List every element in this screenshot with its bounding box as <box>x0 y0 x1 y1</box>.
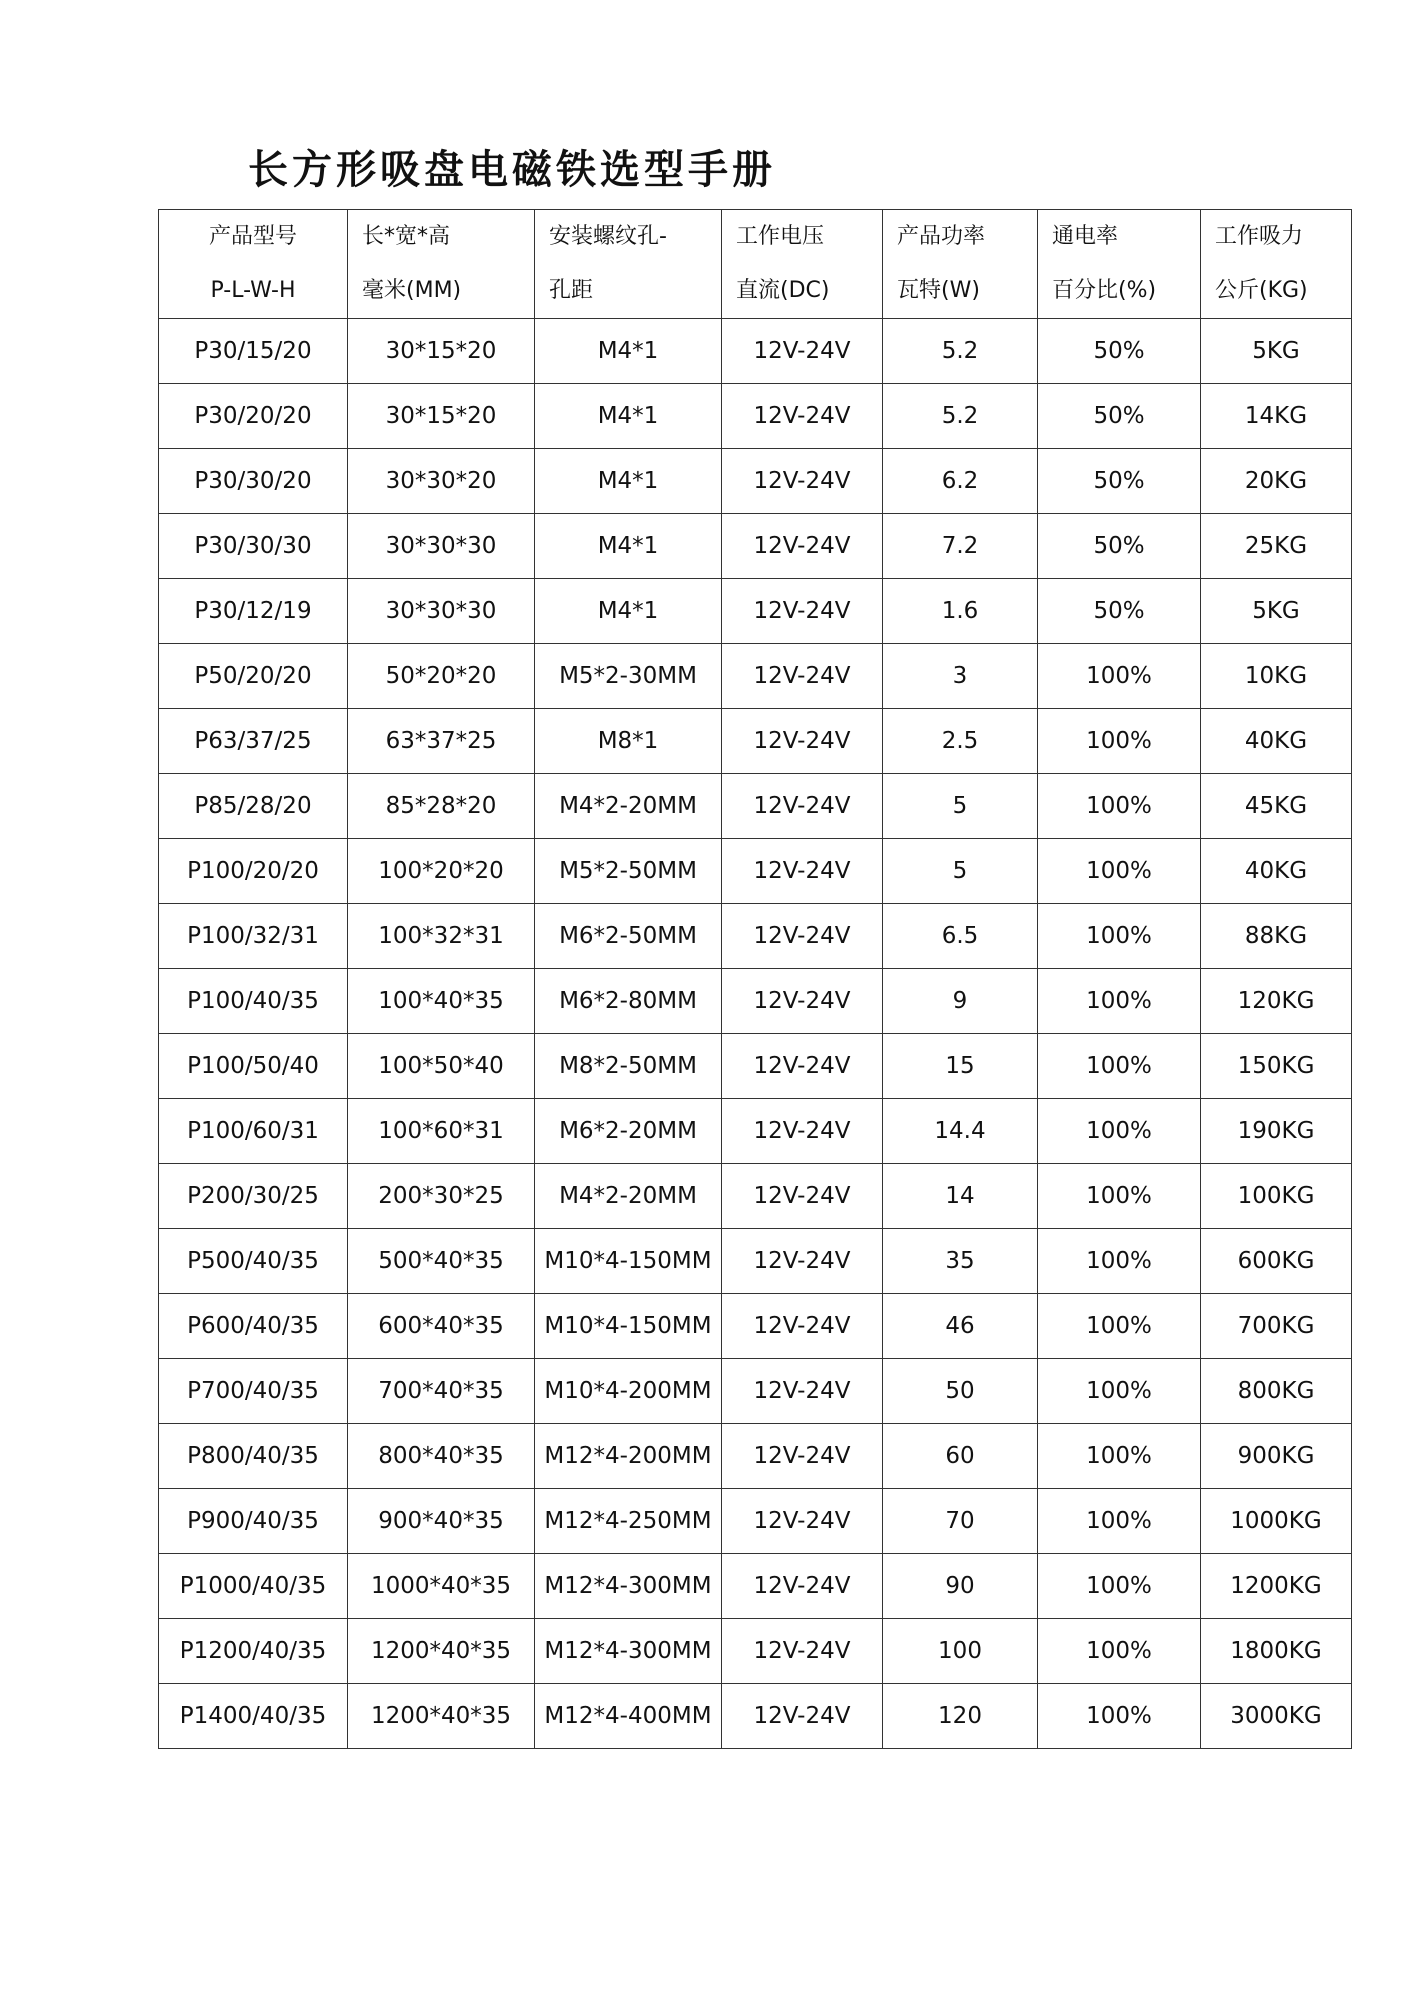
table-row <box>159 1229 1352 1294</box>
cell-holding-force: 120KG <box>1201 969 1352 1034</box>
cell-mounting-thread: M12*4-400MM <box>535 1684 722 1749</box>
spec-table <box>158 209 1352 1749</box>
cell-model: P900/40/35 <box>159 1489 348 1554</box>
cell-duty-cycle: 100% <box>1038 1554 1201 1619</box>
cell-model: P500/40/35 <box>159 1229 348 1294</box>
cell-power: 6.5 <box>883 904 1038 969</box>
cell-voltage: 12V-24V <box>722 1489 883 1554</box>
cell-mounting-thread: M5*2-50MM <box>535 839 722 904</box>
cell-voltage: 12V-24V <box>722 1424 883 1489</box>
cell-power: 15 <box>883 1034 1038 1099</box>
header-duty-cycle: 通电率 百分比(%) <box>1038 210 1201 319</box>
cell-duty-cycle: 100% <box>1038 1229 1201 1294</box>
cell-voltage: 12V-24V <box>722 1294 883 1359</box>
cell-holding-force: 14KG <box>1201 384 1352 449</box>
cell-holding-force: 900KG <box>1201 1424 1352 1489</box>
cell-model: P100/40/35 <box>159 969 348 1034</box>
cell-duty-cycle: 100% <box>1038 1489 1201 1554</box>
cell-voltage: 12V-24V <box>722 319 883 384</box>
cell-mounting-thread: M4*1 <box>535 579 722 644</box>
cell-duty-cycle: 100% <box>1038 1294 1201 1359</box>
table-row <box>159 1359 1352 1424</box>
cell-duty-cycle: 100% <box>1038 1359 1201 1424</box>
cell-holding-force: 190KG <box>1201 1099 1352 1164</box>
cell-duty-cycle: 100% <box>1038 644 1201 709</box>
cell-power: 100 <box>883 1619 1038 1684</box>
cell-dimensions: 50*20*20 <box>348 644 535 709</box>
cell-dimensions: 30*30*30 <box>348 514 535 579</box>
cell-duty-cycle: 100% <box>1038 1619 1201 1684</box>
cell-voltage: 12V-24V <box>722 384 883 449</box>
cell-holding-force: 800KG <box>1201 1359 1352 1424</box>
cell-power: 7.2 <box>883 514 1038 579</box>
cell-power: 6.2 <box>883 449 1038 514</box>
table-row <box>159 644 1352 709</box>
cell-duty-cycle: 100% <box>1038 1684 1201 1749</box>
table-row <box>159 969 1352 1034</box>
cell-mounting-thread: M4*2-20MM <box>535 774 722 839</box>
cell-voltage: 12V-24V <box>722 1554 883 1619</box>
cell-model: P30/30/20 <box>159 449 348 514</box>
cell-voltage: 12V-24V <box>722 839 883 904</box>
table-row <box>159 514 1352 579</box>
cell-power: 46 <box>883 1294 1038 1359</box>
cell-voltage: 12V-24V <box>722 774 883 839</box>
cell-holding-force: 10KG <box>1201 644 1352 709</box>
cell-model: P85/28/20 <box>159 774 348 839</box>
cell-dimensions: 30*30*20 <box>348 449 535 514</box>
cell-model: P1000/40/35 <box>159 1554 348 1619</box>
cell-holding-force: 25KG <box>1201 514 1352 579</box>
cell-holding-force: 88KG <box>1201 904 1352 969</box>
cell-duty-cycle: 50% <box>1038 319 1201 384</box>
cell-model: P50/20/20 <box>159 644 348 709</box>
cell-power: 1.6 <box>883 579 1038 644</box>
cell-holding-force: 40KG <box>1201 709 1352 774</box>
cell-model: P800/40/35 <box>159 1424 348 1489</box>
cell-model: P100/60/31 <box>159 1099 348 1164</box>
header-power: 产品功率 瓦特(W) <box>883 210 1038 319</box>
cell-holding-force: 1800KG <box>1201 1619 1352 1684</box>
cell-voltage: 12V-24V <box>722 1359 883 1424</box>
cell-dimensions: 200*30*25 <box>348 1164 535 1229</box>
header-model: 产品型号 P-L-W-H <box>159 210 348 319</box>
table-row <box>159 1619 1352 1684</box>
cell-voltage: 12V-24V <box>722 579 883 644</box>
cell-holding-force: 600KG <box>1201 1229 1352 1294</box>
cell-model: P30/30/30 <box>159 514 348 579</box>
cell-mounting-thread: M10*4-150MM <box>535 1294 722 1359</box>
header-holding-force: 工作吸力 公斤(KG) <box>1201 210 1352 319</box>
cell-power: 120 <box>883 1684 1038 1749</box>
table-row <box>159 1684 1352 1749</box>
cell-mounting-thread: M4*1 <box>535 384 722 449</box>
cell-model: P600/40/35 <box>159 1294 348 1359</box>
cell-mounting-thread: M12*4-300MM <box>535 1619 722 1684</box>
cell-dimensions: 30*15*20 <box>348 384 535 449</box>
cell-holding-force: 3000KG <box>1201 1684 1352 1749</box>
cell-dimensions: 85*28*20 <box>348 774 535 839</box>
cell-duty-cycle: 50% <box>1038 514 1201 579</box>
cell-mounting-thread: M12*4-250MM <box>535 1489 722 1554</box>
table-row <box>159 1554 1352 1619</box>
cell-duty-cycle: 100% <box>1038 1034 1201 1099</box>
table-row <box>159 319 1352 384</box>
table-row <box>159 1424 1352 1489</box>
cell-dimensions: 1200*40*35 <box>348 1619 535 1684</box>
cell-duty-cycle: 100% <box>1038 839 1201 904</box>
cell-holding-force: 5KG <box>1201 579 1352 644</box>
cell-mounting-thread: M6*2-80MM <box>535 969 722 1034</box>
cell-duty-cycle: 100% <box>1038 1164 1201 1229</box>
cell-voltage: 12V-24V <box>722 514 883 579</box>
cell-duty-cycle: 100% <box>1038 709 1201 774</box>
cell-holding-force: 700KG <box>1201 1294 1352 1359</box>
cell-voltage: 12V-24V <box>722 969 883 1034</box>
cell-power: 5.2 <box>883 384 1038 449</box>
cell-dimensions: 63*37*25 <box>348 709 535 774</box>
cell-dimensions: 1000*40*35 <box>348 1554 535 1619</box>
table-row <box>159 709 1352 774</box>
cell-model: P30/15/20 <box>159 319 348 384</box>
cell-dimensions: 100*60*31 <box>348 1099 535 1164</box>
cell-holding-force: 5KG <box>1201 319 1352 384</box>
cell-power: 35 <box>883 1229 1038 1294</box>
cell-model: P63/37/25 <box>159 709 348 774</box>
table-row <box>159 449 1352 514</box>
table-row <box>159 839 1352 904</box>
cell-duty-cycle: 50% <box>1038 384 1201 449</box>
cell-power: 60 <box>883 1424 1038 1489</box>
cell-mounting-thread: M8*2-50MM <box>535 1034 722 1099</box>
cell-dimensions: 900*40*35 <box>348 1489 535 1554</box>
cell-mounting-thread: M4*1 <box>535 514 722 579</box>
cell-model: P700/40/35 <box>159 1359 348 1424</box>
cell-mounting-thread: M4*1 <box>535 319 722 384</box>
table-row <box>159 1489 1352 1554</box>
cell-model: P100/20/20 <box>159 839 348 904</box>
cell-power: 3 <box>883 644 1038 709</box>
cell-dimensions: 500*40*35 <box>348 1229 535 1294</box>
cell-mounting-thread: M4*2-20MM <box>535 1164 722 1229</box>
cell-model: P30/20/20 <box>159 384 348 449</box>
cell-duty-cycle: 50% <box>1038 579 1201 644</box>
cell-power: 50 <box>883 1359 1038 1424</box>
cell-voltage: 12V-24V <box>722 1099 883 1164</box>
cell-holding-force: 1200KG <box>1201 1554 1352 1619</box>
table-row <box>159 1164 1352 1229</box>
cell-voltage: 12V-24V <box>722 1164 883 1229</box>
cell-voltage: 12V-24V <box>722 449 883 514</box>
cell-mounting-thread: M8*1 <box>535 709 722 774</box>
cell-holding-force: 40KG <box>1201 839 1352 904</box>
cell-mounting-thread: M10*4-200MM <box>535 1359 722 1424</box>
cell-dimensions: 100*50*40 <box>348 1034 535 1099</box>
cell-voltage: 12V-24V <box>722 1684 883 1749</box>
cell-dimensions: 1200*40*35 <box>348 1684 535 1749</box>
cell-dimensions: 100*32*31 <box>348 904 535 969</box>
cell-duty-cycle: 100% <box>1038 774 1201 839</box>
cell-dimensions: 100*20*20 <box>348 839 535 904</box>
table-row <box>159 774 1352 839</box>
table-row <box>159 1099 1352 1164</box>
header-dimensions: 长*宽*高 毫米(MM) <box>348 210 535 319</box>
cell-holding-force: 1000KG <box>1201 1489 1352 1554</box>
table-row <box>159 579 1352 644</box>
cell-holding-force: 20KG <box>1201 449 1352 514</box>
cell-power: 5.2 <box>883 319 1038 384</box>
cell-mounting-thread: M4*1 <box>535 449 722 514</box>
cell-voltage: 12V-24V <box>722 709 883 774</box>
cell-power: 9 <box>883 969 1038 1034</box>
table-header-row <box>159 210 1352 319</box>
cell-duty-cycle: 100% <box>1038 969 1201 1034</box>
header-mounting-thread: 安装螺纹孔- 孔距 <box>535 210 722 319</box>
cell-model: P30/12/19 <box>159 579 348 644</box>
cell-duty-cycle: 100% <box>1038 1099 1201 1164</box>
cell-dimensions: 30*30*30 <box>348 579 535 644</box>
cell-voltage: 12V-24V <box>722 1229 883 1294</box>
cell-dimensions: 700*40*35 <box>348 1359 535 1424</box>
table-row <box>159 1294 1352 1359</box>
cell-model: P1400/40/35 <box>159 1684 348 1749</box>
cell-model: P1200/40/35 <box>159 1619 348 1684</box>
cell-mounting-thread: M12*4-300MM <box>535 1554 722 1619</box>
cell-voltage: 12V-24V <box>722 1619 883 1684</box>
cell-holding-force: 100KG <box>1201 1164 1352 1229</box>
page-title: 长方形吸盘电磁铁选型手册 <box>248 146 776 193</box>
cell-power: 14.4 <box>883 1099 1038 1164</box>
cell-mounting-thread: M6*2-20MM <box>535 1099 722 1164</box>
cell-model: P100/32/31 <box>159 904 348 969</box>
cell-holding-force: 150KG <box>1201 1034 1352 1099</box>
cell-power: 14 <box>883 1164 1038 1229</box>
cell-duty-cycle: 50% <box>1038 449 1201 514</box>
cell-power: 70 <box>883 1489 1038 1554</box>
cell-mounting-thread: M10*4-150MM <box>535 1229 722 1294</box>
table-row <box>159 904 1352 969</box>
cell-dimensions: 800*40*35 <box>348 1424 535 1489</box>
cell-voltage: 12V-24V <box>722 904 883 969</box>
cell-duty-cycle: 100% <box>1038 1424 1201 1489</box>
header-voltage: 工作电压 直流(DC) <box>722 210 883 319</box>
cell-dimensions: 600*40*35 <box>348 1294 535 1359</box>
cell-power: 90 <box>883 1554 1038 1619</box>
cell-model: P200/30/25 <box>159 1164 348 1229</box>
table-row <box>159 1034 1352 1099</box>
table-row <box>159 384 1352 449</box>
cell-mounting-thread: M12*4-200MM <box>535 1424 722 1489</box>
cell-mounting-thread: M5*2-30MM <box>535 644 722 709</box>
cell-mounting-thread: M6*2-50MM <box>535 904 722 969</box>
cell-power: 5 <box>883 774 1038 839</box>
cell-holding-force: 45KG <box>1201 774 1352 839</box>
cell-dimensions: 30*15*20 <box>348 319 535 384</box>
cell-power: 5 <box>883 839 1038 904</box>
cell-model: P100/50/40 <box>159 1034 348 1099</box>
cell-dimensions: 100*40*35 <box>348 969 535 1034</box>
cell-duty-cycle: 100% <box>1038 904 1201 969</box>
cell-voltage: 12V-24V <box>722 644 883 709</box>
cell-power: 2.5 <box>883 709 1038 774</box>
cell-voltage: 12V-24V <box>722 1034 883 1099</box>
